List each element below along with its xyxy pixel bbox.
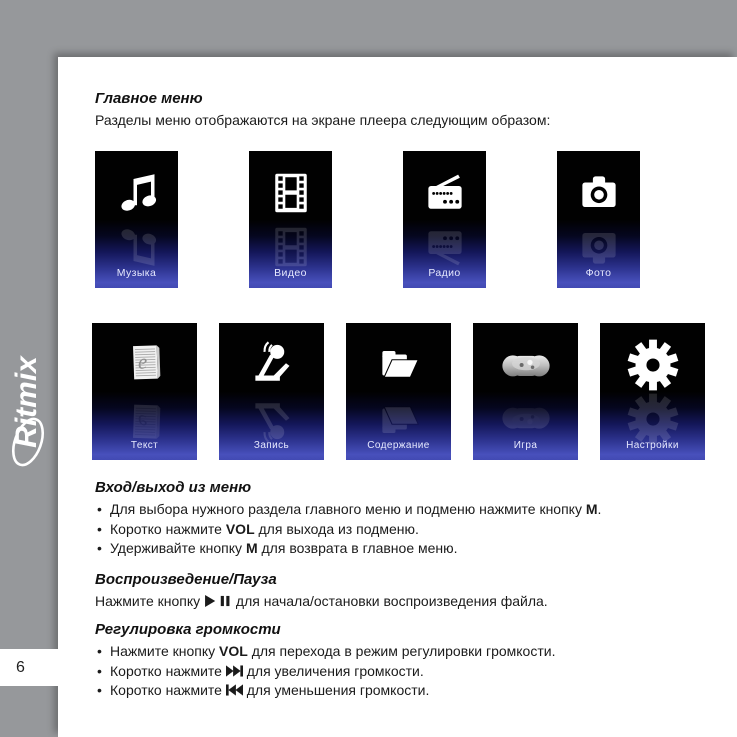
menu-tile-music [95,151,178,288]
bullet-item: • Коротко нажмите для увеличения громкости. [95,662,695,682]
bullet-item: • Для выбора нужного раздела главного меню и подменю нажмите кнопку M. [95,500,695,520]
menu-tile-label: Текст [130,440,159,451]
menu-tile-video [249,151,332,288]
next-track-icon [226,663,243,679]
prev-track-icon [226,682,243,698]
menu-tile-label: Запись [253,440,290,451]
ritmix-logo [0,330,58,470]
section-title-playback: Воспроизведение/Пауза [95,571,277,588]
section-title-main-menu: Главное меню [95,90,203,107]
play-pause-icon [204,593,232,609]
bullet-item: • Нажмите кнопку VOL для перехода в режим регулировки громкости. [95,642,695,662]
section-title-menu-io: Вход/выход из меню [95,479,252,496]
menu-tile-label: Видео [274,267,307,279]
menu-tile-label: Музыка [116,267,157,279]
bullet-item: • Коротко нажмите для уменьшения громкости. [95,681,695,701]
page-number-band [0,649,58,686]
menu-tile-label: Радио [428,267,461,279]
bullet-item: • Коротко нажмите VOL для выхода из подменю. [95,520,695,540]
page-number: 6 [16,658,25,676]
playback-instruction: Нажмите кнопку для начала/остановки воспроизведения файла. [95,593,548,609]
menu-tile-label: Игра [513,440,538,451]
menu-tile-game [473,323,578,460]
menu-tile-label: Настройки [626,440,679,451]
ritmix-logo-text: Ritmix [10,356,43,448]
menu-tile-photo [557,151,640,288]
menu-tile-label: Фото [585,267,612,279]
menu-tile-radio [403,151,486,288]
menu-tile-label: Содержание [367,440,430,451]
menu-tile-record [219,323,324,460]
main-menu-intro: Разделы меню отображаются на экране плеера следующим образом: [95,112,551,128]
menu-tile-contents [346,323,451,460]
menu-tile-settings [600,323,705,460]
bullet-item: • Удерживайте кнопку M для возврата в главное меню. [95,539,695,559]
section-title-volume: Регулировка громкости [95,621,281,638]
menu-tile-text [92,323,197,460]
